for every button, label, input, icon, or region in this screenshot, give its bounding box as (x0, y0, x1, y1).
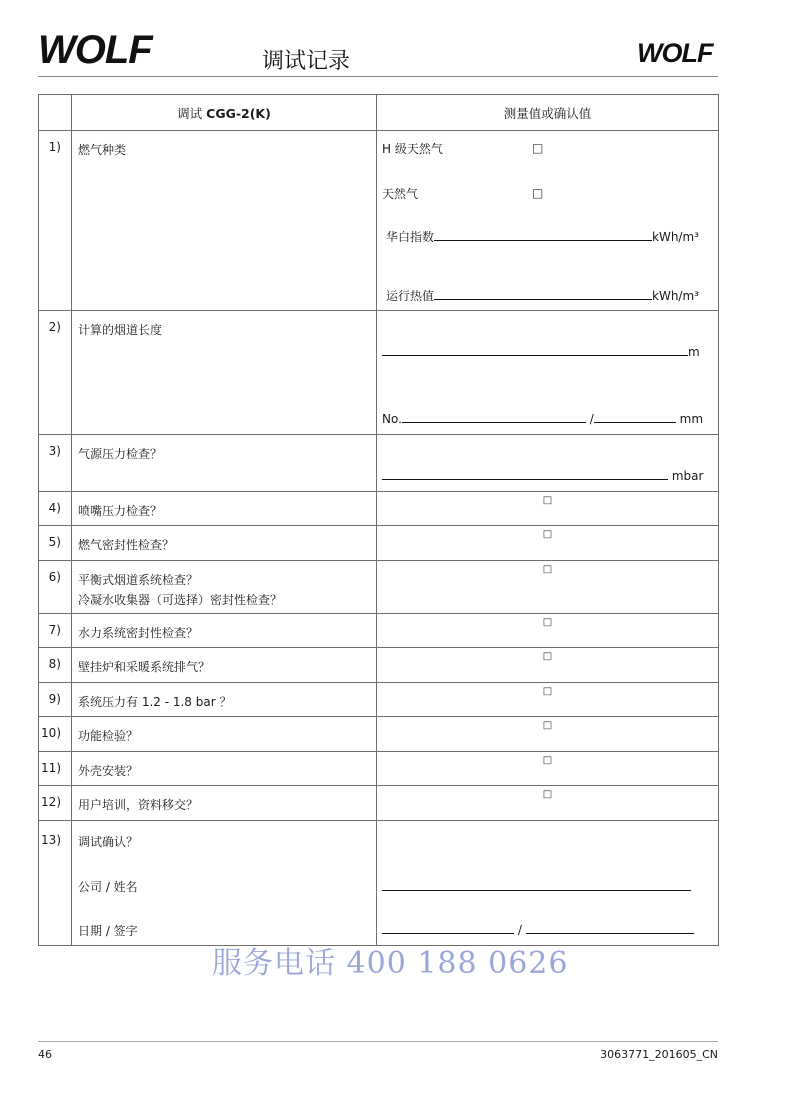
row-label: 燃气种类 (72, 131, 377, 311)
table-row (39, 561, 719, 614)
table-row (39, 821, 719, 946)
row-label: 调试确认？ (78, 835, 139, 849)
date-input-line[interactable] (382, 921, 514, 934)
header-item-prefix: 调试 (177, 105, 207, 121)
checkbox[interactable]: □ (542, 755, 553, 766)
checkbox[interactable]: □ (532, 186, 544, 200)
row-label: 系统压力有 1.2 - 1.8 bar ？ (72, 683, 377, 717)
checkbox[interactable]: □ (542, 529, 553, 540)
row-label: 功能检验？ (72, 717, 377, 752)
row-number: 7) (39, 614, 72, 648)
table-header-row (39, 95, 719, 131)
row-label-line2: 冷凝水收集器（可选择）密封性检查？ (78, 593, 283, 607)
heat-unit: kWh/m³ (652, 289, 699, 303)
table-row (39, 752, 719, 786)
pressure-input-line[interactable] (382, 467, 668, 480)
page-number: 46 (38, 1048, 52, 1061)
wolf-logo-left: WOLF (38, 28, 152, 72)
unit-mbar: mbar (671, 469, 704, 483)
row-value-cell (377, 683, 719, 717)
document-id: 3063771_201605_CN (600, 1048, 718, 1061)
row-label-cell (72, 821, 377, 946)
unit-mm: mm (679, 412, 704, 426)
wolf-logo-right: WOLF (637, 38, 713, 68)
header-item-model: CGG-2(K) (206, 105, 271, 121)
pressure-field (382, 467, 703, 483)
no-label: No. (382, 412, 402, 426)
checkbox[interactable]: □ (542, 686, 553, 697)
row-number: 3) (39, 435, 72, 492)
row-value-cell (377, 311, 719, 435)
wobbe-unit: kWh/m³ (652, 230, 699, 244)
flue-mm-input-line[interactable] (594, 410, 676, 423)
row-number: 4) (39, 492, 72, 526)
commissioning-table (38, 94, 719, 946)
row-number: 2) (39, 311, 72, 435)
flue-length-input-line[interactable] (382, 343, 688, 356)
row-value-cell (377, 752, 719, 786)
company-name-input-line[interactable] (382, 878, 691, 891)
row-value-cell (377, 131, 719, 311)
wobbe-input-line[interactable] (434, 228, 652, 241)
row-number: 13) (39, 821, 72, 946)
row-number: 12) (39, 786, 72, 821)
table-row (39, 435, 719, 492)
row-label: 水力系统密封性检查？ (72, 614, 377, 648)
row-value-cell (377, 648, 719, 683)
row-number: 10) (39, 717, 72, 752)
row-label: 气源压力检查？ (72, 435, 377, 492)
company-name-label: 公司 / 姓名 (78, 880, 138, 894)
slash: / (589, 412, 594, 426)
checkbox[interactable]: □ (542, 720, 553, 731)
row-value-cell (377, 492, 719, 526)
header-rule (38, 76, 718, 77)
row-value-cell (377, 614, 719, 648)
row-number: 8) (39, 648, 72, 683)
page-title: 调试记录 (262, 49, 351, 74)
row-value-cell (377, 821, 719, 946)
row-label: 用户培训，资料移交？ (72, 786, 377, 821)
checkbox[interactable]: □ (542, 651, 553, 662)
row-number: 6) (39, 561, 72, 614)
row-label: 壁挂炉和采暖系统排气？ (72, 648, 377, 683)
table-row (39, 311, 719, 435)
row-label: 喷嘴压力检查？ (72, 492, 377, 526)
gas-type-h-label: H 级天然气 (382, 142, 443, 156)
table-row (39, 492, 719, 526)
flue-no-field (382, 410, 703, 426)
heat-value-text: 运行热值 (386, 289, 435, 303)
service-phone-watermark: 服务电话 400 188 0626 (212, 946, 569, 981)
checkbox[interactable]: □ (532, 141, 544, 155)
row-number: 9) (39, 683, 72, 717)
heat-input-line[interactable] (434, 287, 652, 300)
header-value-cell: 测量值或确认值 (377, 95, 719, 131)
date-signature-label: 日期 / 签字 (78, 924, 138, 938)
table-row (39, 683, 719, 717)
row-number: 1) (39, 131, 72, 311)
row-value-cell (377, 786, 719, 821)
header-num-cell (39, 95, 72, 131)
slash: / (517, 923, 522, 937)
row-label: 外壳安装？ (72, 752, 377, 786)
wobbe-index-text: 华白指数 (386, 230, 435, 244)
row-number: 5) (39, 526, 72, 561)
flue-length-field (382, 343, 700, 359)
checkbox[interactable]: □ (542, 564, 553, 575)
table-row (39, 614, 719, 648)
date-signature-field (382, 921, 694, 937)
row-label (72, 561, 377, 614)
table-row (39, 786, 719, 821)
header-item-cell (72, 95, 377, 131)
footer-rule (38, 1041, 718, 1042)
signature-input-line[interactable] (526, 921, 694, 934)
row-value-cell (377, 717, 719, 752)
row-label-line1: 平衡式烟道系统检查？ (78, 573, 199, 587)
flue-no-input-line[interactable] (402, 410, 586, 423)
row-label: 计算的烟道长度 (72, 311, 377, 435)
unit-m: m (688, 345, 700, 359)
checkbox[interactable]: □ (542, 617, 553, 628)
table-row (39, 526, 719, 561)
checkbox[interactable]: □ (542, 789, 553, 800)
row-value-cell (377, 526, 719, 561)
row-value-cell (377, 435, 719, 492)
row-number: 11) (39, 752, 72, 786)
table-row (39, 717, 719, 752)
wobbe-index-label (386, 228, 699, 245)
company-name-field (382, 878, 691, 894)
row-label: 燃气密封性检查？ (72, 526, 377, 561)
table-row (39, 648, 719, 683)
heat-value-label (386, 287, 699, 304)
checkbox[interactable]: □ (542, 495, 553, 506)
row-value-cell (377, 561, 719, 614)
table-row (39, 131, 719, 311)
gas-type-natural-label: 天然气 (382, 187, 419, 201)
